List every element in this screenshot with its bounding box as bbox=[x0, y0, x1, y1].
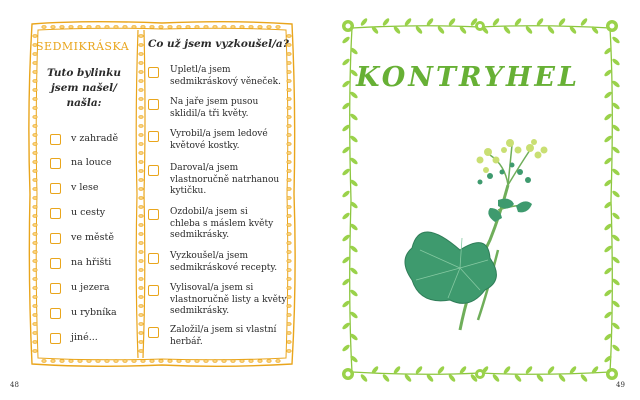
frame-dot bbox=[139, 197, 143, 200]
flower-icon bbox=[475, 21, 485, 31]
frame-dot bbox=[33, 350, 37, 353]
frame-dot bbox=[33, 35, 37, 38]
vine-border bbox=[320, 0, 640, 400]
activity-checkbox[interactable] bbox=[148, 327, 159, 338]
activity-line: květové kostky. bbox=[170, 140, 240, 151]
frame-dot bbox=[287, 152, 291, 155]
place-checkbox[interactable] bbox=[50, 208, 61, 219]
frame-dot bbox=[139, 53, 143, 56]
page-number-left: 48 bbox=[10, 381, 19, 389]
frame-dot bbox=[33, 269, 37, 272]
frame-dot bbox=[287, 89, 291, 92]
intro-text bbox=[44, 66, 124, 111]
frame-dot bbox=[139, 287, 143, 290]
frame-dot bbox=[186, 26, 190, 29]
activity-line: Vyrobil/a jsem ledové bbox=[170, 129, 268, 139]
frame-dot bbox=[139, 44, 143, 47]
place-checkbox[interactable] bbox=[50, 233, 61, 244]
vine-leaf bbox=[349, 113, 358, 122]
frame-dot bbox=[139, 35, 143, 38]
frame-dot bbox=[159, 360, 163, 363]
frame-dot bbox=[249, 360, 253, 363]
frame-dot bbox=[139, 188, 143, 191]
frame-dot bbox=[33, 98, 37, 101]
vine-leaf bbox=[558, 373, 567, 382]
frame-dot bbox=[139, 125, 143, 128]
activity-line: Založil/a jsem si vlastní bbox=[170, 325, 277, 335]
frame-dot bbox=[33, 107, 37, 110]
frame-dot bbox=[33, 80, 37, 83]
vine-leaf bbox=[415, 365, 424, 374]
frame-dot bbox=[139, 314, 143, 317]
frame-dot bbox=[139, 242, 143, 245]
frame-dot bbox=[139, 170, 143, 173]
vine-leaf bbox=[603, 91, 612, 100]
frame-dot bbox=[222, 360, 226, 363]
vine-leaf bbox=[492, 17, 501, 26]
frame-dot bbox=[33, 170, 37, 173]
vine-leaf bbox=[341, 190, 350, 199]
frame-dot bbox=[132, 26, 136, 29]
vine-leaf bbox=[349, 289, 358, 298]
frame-dot bbox=[195, 360, 199, 363]
frame-dot bbox=[60, 26, 64, 29]
place-checkbox[interactable] bbox=[50, 158, 61, 169]
frame-dot bbox=[42, 360, 46, 363]
frame-dot bbox=[231, 26, 235, 29]
frame-dot bbox=[139, 215, 143, 218]
activity-checkbox[interactable] bbox=[148, 165, 159, 176]
frame-dot bbox=[33, 251, 37, 254]
vine-leaf bbox=[341, 80, 350, 89]
frame-dot bbox=[139, 116, 143, 119]
vine-leaf bbox=[580, 17, 589, 26]
vine-leaf bbox=[492, 373, 501, 382]
activity-line: sedmikrásky. bbox=[170, 230, 230, 240]
vine-leaf bbox=[611, 58, 620, 67]
activity-line: Vylisoval/a jsem si bbox=[170, 283, 254, 293]
vine-leaf bbox=[603, 289, 612, 298]
frame-dot bbox=[287, 278, 291, 281]
frame-dot bbox=[213, 26, 217, 29]
frame-dot bbox=[139, 350, 143, 353]
vine-leaf bbox=[547, 25, 556, 34]
frame-dot bbox=[87, 26, 91, 29]
activity-line: Upletl/a jsem bbox=[170, 65, 231, 75]
activity-line: sedmikrásky. bbox=[170, 306, 230, 316]
activity-checkbox[interactable] bbox=[148, 253, 159, 264]
frame-dot bbox=[33, 71, 37, 74]
page-title: KONTRYHEL bbox=[356, 62, 580, 93]
vine-leaf bbox=[341, 234, 350, 243]
frame-dot bbox=[139, 71, 143, 74]
place-label: u jezera bbox=[71, 282, 110, 293]
frame-dot bbox=[33, 260, 37, 263]
place-checkbox[interactable] bbox=[50, 258, 61, 269]
frame-dot bbox=[139, 206, 143, 209]
frame-dot bbox=[139, 89, 143, 92]
frame-dot bbox=[33, 89, 37, 92]
frame-dot bbox=[240, 26, 244, 29]
frame-dot bbox=[139, 161, 143, 164]
frame-dot bbox=[141, 26, 145, 29]
vine-leaf bbox=[611, 344, 620, 353]
activity-line: sklidil/a tři květy. bbox=[170, 108, 249, 119]
frame-dot bbox=[258, 360, 262, 363]
frame-dot bbox=[139, 224, 143, 227]
frame-dot bbox=[139, 233, 143, 236]
activity-text bbox=[170, 283, 294, 318]
frame-dot bbox=[105, 26, 109, 29]
frame-dot bbox=[287, 350, 291, 353]
vine-leaf bbox=[349, 135, 358, 144]
frame-dot bbox=[139, 80, 143, 83]
frame-dot bbox=[96, 26, 100, 29]
frame-dot bbox=[132, 360, 136, 363]
frame-dot bbox=[69, 26, 73, 29]
frame-dot bbox=[287, 35, 291, 38]
frame-dot bbox=[168, 26, 172, 29]
vine-leaf bbox=[341, 36, 350, 45]
frame-dot bbox=[267, 26, 271, 29]
flower-icon bbox=[342, 20, 354, 32]
frame-dot bbox=[123, 26, 127, 29]
frame-dot bbox=[276, 26, 280, 29]
frame-dot bbox=[139, 134, 143, 137]
frame-dot bbox=[114, 26, 118, 29]
frame-dot bbox=[69, 360, 73, 363]
frame-dot bbox=[33, 53, 37, 56]
frame-dot bbox=[141, 360, 145, 363]
place-checkbox[interactable] bbox=[50, 333, 61, 344]
activity-text bbox=[170, 129, 294, 152]
place-label: v zahradě bbox=[71, 133, 119, 144]
frame-dot bbox=[33, 305, 37, 308]
vine-leaf bbox=[341, 58, 350, 67]
vine-leaf bbox=[611, 190, 620, 199]
vine-leaf bbox=[525, 365, 534, 374]
place-label: u rybníka bbox=[71, 307, 117, 318]
frame-dot bbox=[33, 179, 37, 182]
frame-dot bbox=[139, 143, 143, 146]
place-checkbox[interactable] bbox=[50, 283, 61, 294]
flower-icon bbox=[475, 369, 485, 379]
vine-leaf bbox=[611, 234, 620, 243]
frame-dot bbox=[177, 360, 181, 363]
vine-leaf bbox=[611, 322, 620, 331]
vine-leaf bbox=[360, 17, 369, 26]
vine-leaf bbox=[611, 212, 620, 221]
vine-leaf bbox=[580, 373, 589, 382]
vine-leaf bbox=[415, 25, 424, 34]
vine-leaf bbox=[349, 245, 358, 254]
vine-leaf bbox=[603, 245, 612, 254]
intro-line: Tuto bylinku bbox=[47, 67, 121, 79]
intro-line: našla: bbox=[66, 97, 102, 109]
frame-dot bbox=[258, 26, 262, 29]
frame-dot bbox=[159, 26, 163, 29]
place-checkbox[interactable] bbox=[50, 134, 61, 145]
frame-dot bbox=[33, 134, 37, 137]
frame-dot bbox=[195, 26, 199, 29]
frame-dot bbox=[96, 360, 100, 363]
activity-line: sedmikráskový věneček. bbox=[170, 76, 281, 87]
frame-dot bbox=[139, 296, 143, 299]
activity-checkbox[interactable] bbox=[148, 67, 159, 78]
activity-text bbox=[170, 65, 294, 88]
frame-dot bbox=[139, 251, 143, 254]
frame-dot bbox=[33, 341, 37, 344]
plant-illustration bbox=[405, 139, 548, 330]
frame-dot bbox=[33, 296, 37, 299]
vine-leaf bbox=[382, 373, 391, 382]
activity-line: sedmikráskové recepty. bbox=[170, 262, 278, 273]
activity-line: vlastnoručně listy a květy bbox=[170, 294, 287, 305]
frame-dot bbox=[33, 206, 37, 209]
frame-dot bbox=[60, 360, 64, 363]
flower-icon bbox=[342, 368, 354, 380]
activity-checkbox[interactable] bbox=[148, 285, 159, 296]
activity-checkbox[interactable] bbox=[148, 209, 159, 220]
vine-leaf bbox=[437, 25, 446, 34]
right-column-title: Co už jsem vyzkoušel/a? bbox=[148, 38, 289, 50]
frame-dot bbox=[114, 360, 118, 363]
activity-text bbox=[170, 207, 294, 242]
frame-dot bbox=[33, 152, 37, 155]
frame-dot bbox=[33, 125, 37, 128]
frame-dot bbox=[139, 278, 143, 281]
frame-dot bbox=[287, 125, 291, 128]
activity-text bbox=[170, 163, 294, 198]
frame-dot bbox=[204, 360, 208, 363]
vine-leaf bbox=[437, 365, 446, 374]
frame-dot bbox=[240, 360, 244, 363]
activity-text bbox=[170, 97, 294, 120]
place-label: v lese bbox=[71, 182, 99, 193]
place-label: jiné... bbox=[71, 332, 98, 343]
frame-dot bbox=[177, 26, 181, 29]
frame-dot bbox=[139, 62, 143, 65]
flower-icon bbox=[606, 368, 618, 380]
frame-dot bbox=[33, 323, 37, 326]
frame-dot bbox=[78, 26, 82, 29]
activity-line: Vyzkoušel/a jsem bbox=[170, 251, 248, 261]
frame-dot bbox=[33, 215, 37, 218]
frame-dot bbox=[51, 360, 55, 363]
vine-leaf bbox=[349, 267, 358, 276]
place-checkbox[interactable] bbox=[50, 183, 61, 194]
frame-dot bbox=[139, 152, 143, 155]
activity-text bbox=[170, 251, 294, 274]
frame-dot bbox=[139, 323, 143, 326]
activity-line: Na jaře jsem pusou bbox=[170, 97, 259, 107]
frame-dot bbox=[139, 179, 143, 182]
frame-dot bbox=[33, 314, 37, 317]
frame-dot bbox=[249, 26, 253, 29]
place-label: na hřišti bbox=[71, 257, 112, 268]
vine-leaf bbox=[341, 212, 350, 221]
frame-dot bbox=[33, 278, 37, 281]
vine-leaf bbox=[611, 36, 620, 45]
activity-checkbox[interactable] bbox=[148, 131, 159, 142]
frame-dot bbox=[139, 305, 143, 308]
flower-icon bbox=[606, 20, 618, 32]
frame-dot bbox=[33, 62, 37, 65]
frame-dot bbox=[168, 360, 172, 363]
frame-dot bbox=[78, 360, 82, 363]
frame-dot bbox=[231, 360, 235, 363]
frame-dot bbox=[139, 107, 143, 110]
frame-dot bbox=[33, 233, 37, 236]
frame-dot bbox=[267, 360, 271, 363]
right-page bbox=[320, 0, 640, 400]
frame-dot bbox=[33, 224, 37, 227]
frame-dot bbox=[222, 26, 226, 29]
vine-leaf bbox=[603, 113, 612, 122]
vine-leaf bbox=[341, 322, 350, 331]
activity-line: vlastnoručně natrhanou bbox=[170, 174, 280, 185]
page-number-right: 49 bbox=[616, 381, 625, 389]
frame-dot bbox=[33, 242, 37, 245]
activity-line: Ozdobil/a jsem si bbox=[170, 207, 248, 217]
vine-leaf bbox=[603, 267, 612, 276]
vine-leaf bbox=[360, 373, 369, 382]
frame-dot bbox=[287, 53, 291, 56]
vine-leaf bbox=[341, 344, 350, 353]
frame-dot bbox=[33, 287, 37, 290]
vine-leaf bbox=[558, 17, 567, 26]
frame-dot bbox=[186, 360, 190, 363]
frame-dot bbox=[276, 360, 280, 363]
frame-dot bbox=[33, 332, 37, 335]
frame-dot bbox=[287, 62, 291, 65]
frame-dot bbox=[139, 98, 143, 101]
activity-text bbox=[170, 325, 294, 348]
vine-leaf bbox=[547, 365, 556, 374]
frame-dot bbox=[33, 116, 37, 119]
vine-leaf bbox=[603, 135, 612, 144]
activity-line: Daroval/a jsem bbox=[170, 163, 239, 173]
frame-dot bbox=[204, 26, 208, 29]
activity-line: chleba s máslem květy bbox=[170, 218, 274, 229]
vine-leaf bbox=[341, 168, 350, 177]
activity-checkbox[interactable] bbox=[148, 99, 159, 110]
frame-dot bbox=[287, 242, 291, 245]
activity-line: kytičku. bbox=[170, 186, 207, 196]
place-checkbox[interactable] bbox=[50, 308, 61, 319]
vine-leaf bbox=[382, 17, 391, 26]
frame-dot bbox=[42, 26, 46, 29]
frame-dot bbox=[213, 360, 217, 363]
place-label: ve městě bbox=[71, 232, 114, 243]
frame-dot bbox=[139, 332, 143, 335]
frame-dot bbox=[33, 143, 37, 146]
place-label: u cesty bbox=[71, 207, 106, 218]
vine-leaf bbox=[611, 80, 620, 89]
activity-line: herbář. bbox=[170, 336, 203, 347]
frame-dot bbox=[150, 360, 154, 363]
intro-line: jsem našel/ bbox=[50, 82, 117, 94]
frame-dot bbox=[123, 360, 127, 363]
frame-dot bbox=[33, 197, 37, 200]
frame-dot bbox=[150, 26, 154, 29]
left-column-title: SEDMIKRÁSKA bbox=[36, 40, 130, 53]
place-label: na louce bbox=[71, 157, 112, 168]
frame-dot bbox=[139, 341, 143, 344]
frame-dot bbox=[87, 360, 91, 363]
frame-dot bbox=[105, 360, 109, 363]
frame-dot bbox=[51, 26, 55, 29]
frame-dot bbox=[33, 161, 37, 164]
frame-dot bbox=[139, 260, 143, 263]
vine-leaf bbox=[525, 25, 534, 34]
frame-dot bbox=[139, 269, 143, 272]
frame-dot bbox=[33, 188, 37, 191]
vine-leaf bbox=[611, 168, 620, 177]
